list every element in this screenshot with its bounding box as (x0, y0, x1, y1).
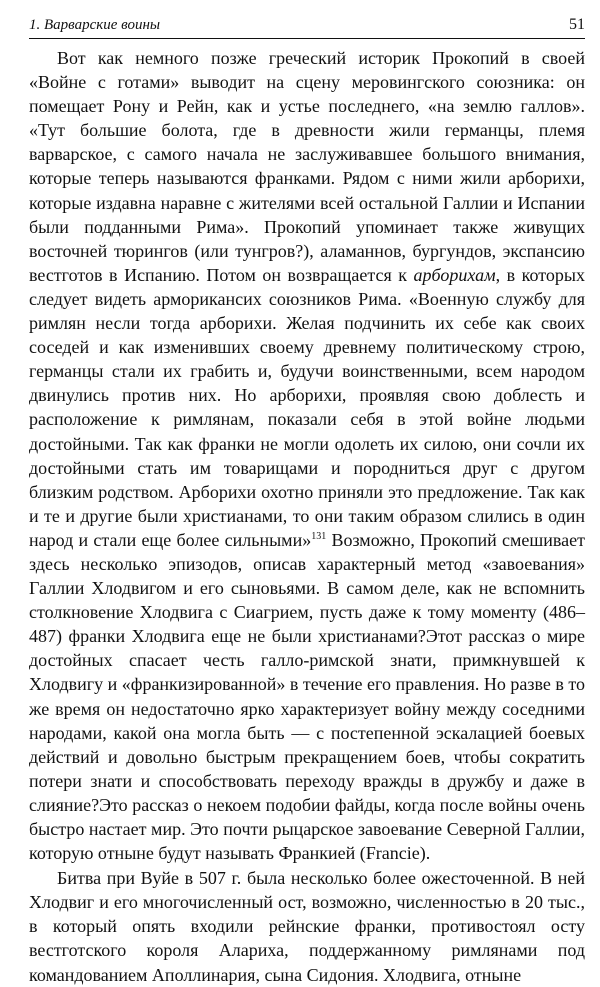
italic-term-arborikham: арборихам (413, 264, 496, 285)
book-page (29, 10, 585, 985)
paragraph-2: Битва при Вуйе в 507 г. была несколько более ожесточенной. В ней Хлодвиг и его многочисленный ост, возможно, численностью в 20 тыс., в который опять входили рейнские франки, противостоял осту вестготского короля Алариха, поддержанному римлянами под командованием Аполлинария, сына Сидония. Хлодвига, отныне (29, 868, 585, 985)
footnote-reference[interactable]: 131 (311, 530, 327, 542)
page-number: 51 (569, 16, 585, 33)
paragraph-1 (29, 46, 585, 865)
paragraph-1-part-2: , в которых следует видеть арморикансих союзников Рима. «Военную службу для римлян несли тогда арборихи. Желая подчинить их себе как своих соседей и как изменивших своему древнему политическому строю, германцы стали их грабить и, будучи воинственными, всем народом двинулись против них. Но арборихи, проявляя свою доблесть и расположение к римлянам, показали себя в этой войне людьми достойными. Так как франки не могли одолеть их силою, они сочли их достойными стать им товарищами и породниться друг с другом близким родством. Арборихи охотно приняли это предложение. Так как и те и другие были христианами, то они таким образом слились в один народ и стали еще более сильными» (29, 264, 585, 550)
paragraph-1-part-1: Вот как немного позже греческий историк Прокопий в своей «Войне с готами» выводит на сцену меровингского союзника: он помещает Рону и Рейн, как и устье последнего, «на землю галлов». «Тут большие болота, где в древности жили германцы, племя варварское, с самого начала не заслуживавшее большого внимания, которые теперь называются франками. Рядом с ними жили арборихи, которые издавна наравне с жителями всей остальной Галлии и Испании были подданными Рима». Прокопий упоминает также живущих восточней тюрингов (или тунгров?), аламаннов, бургундов, экспансию вестготов в Испанию. Потом он возвращается к (29, 48, 585, 285)
body-text (29, 46, 585, 987)
paragraph-1-part-3: Возможно, Прокопий смешивает здесь несколько эпизодов, описав характерный метод «завоевания» Галлии Хлодвигом и его сыновьями. В самом деле, как не вспомнить столкновение Хлодвига с Сиагрием, пусть даже к тому моменту (486–487) франки Хлодвига еще не были христианами?Этот рассказ о мире достойных спасает честь галло-римской знати, примкнувшей к Хлодвигу и «франкизированной» в течение его правления. Но разве в то же время он недостаточно ярко характеризует войну между соседними народами, какой она могла быть — с постепенной эскалацией боевых действий и довольно быстрым прекращением боев, чтобы сократить потери знати и способствовать переходу вражды в дружбу и даже в слияние?Это рассказ о некоем подобии файды, когда после войны очень быстро настает мир. Это почти рыцарское завоевание Северной Галлии, которую отныне будут называть Франкией (Francie). (29, 529, 585, 864)
running-header (29, 10, 585, 39)
chapter-title: 1. Варварские воины (29, 17, 161, 33)
